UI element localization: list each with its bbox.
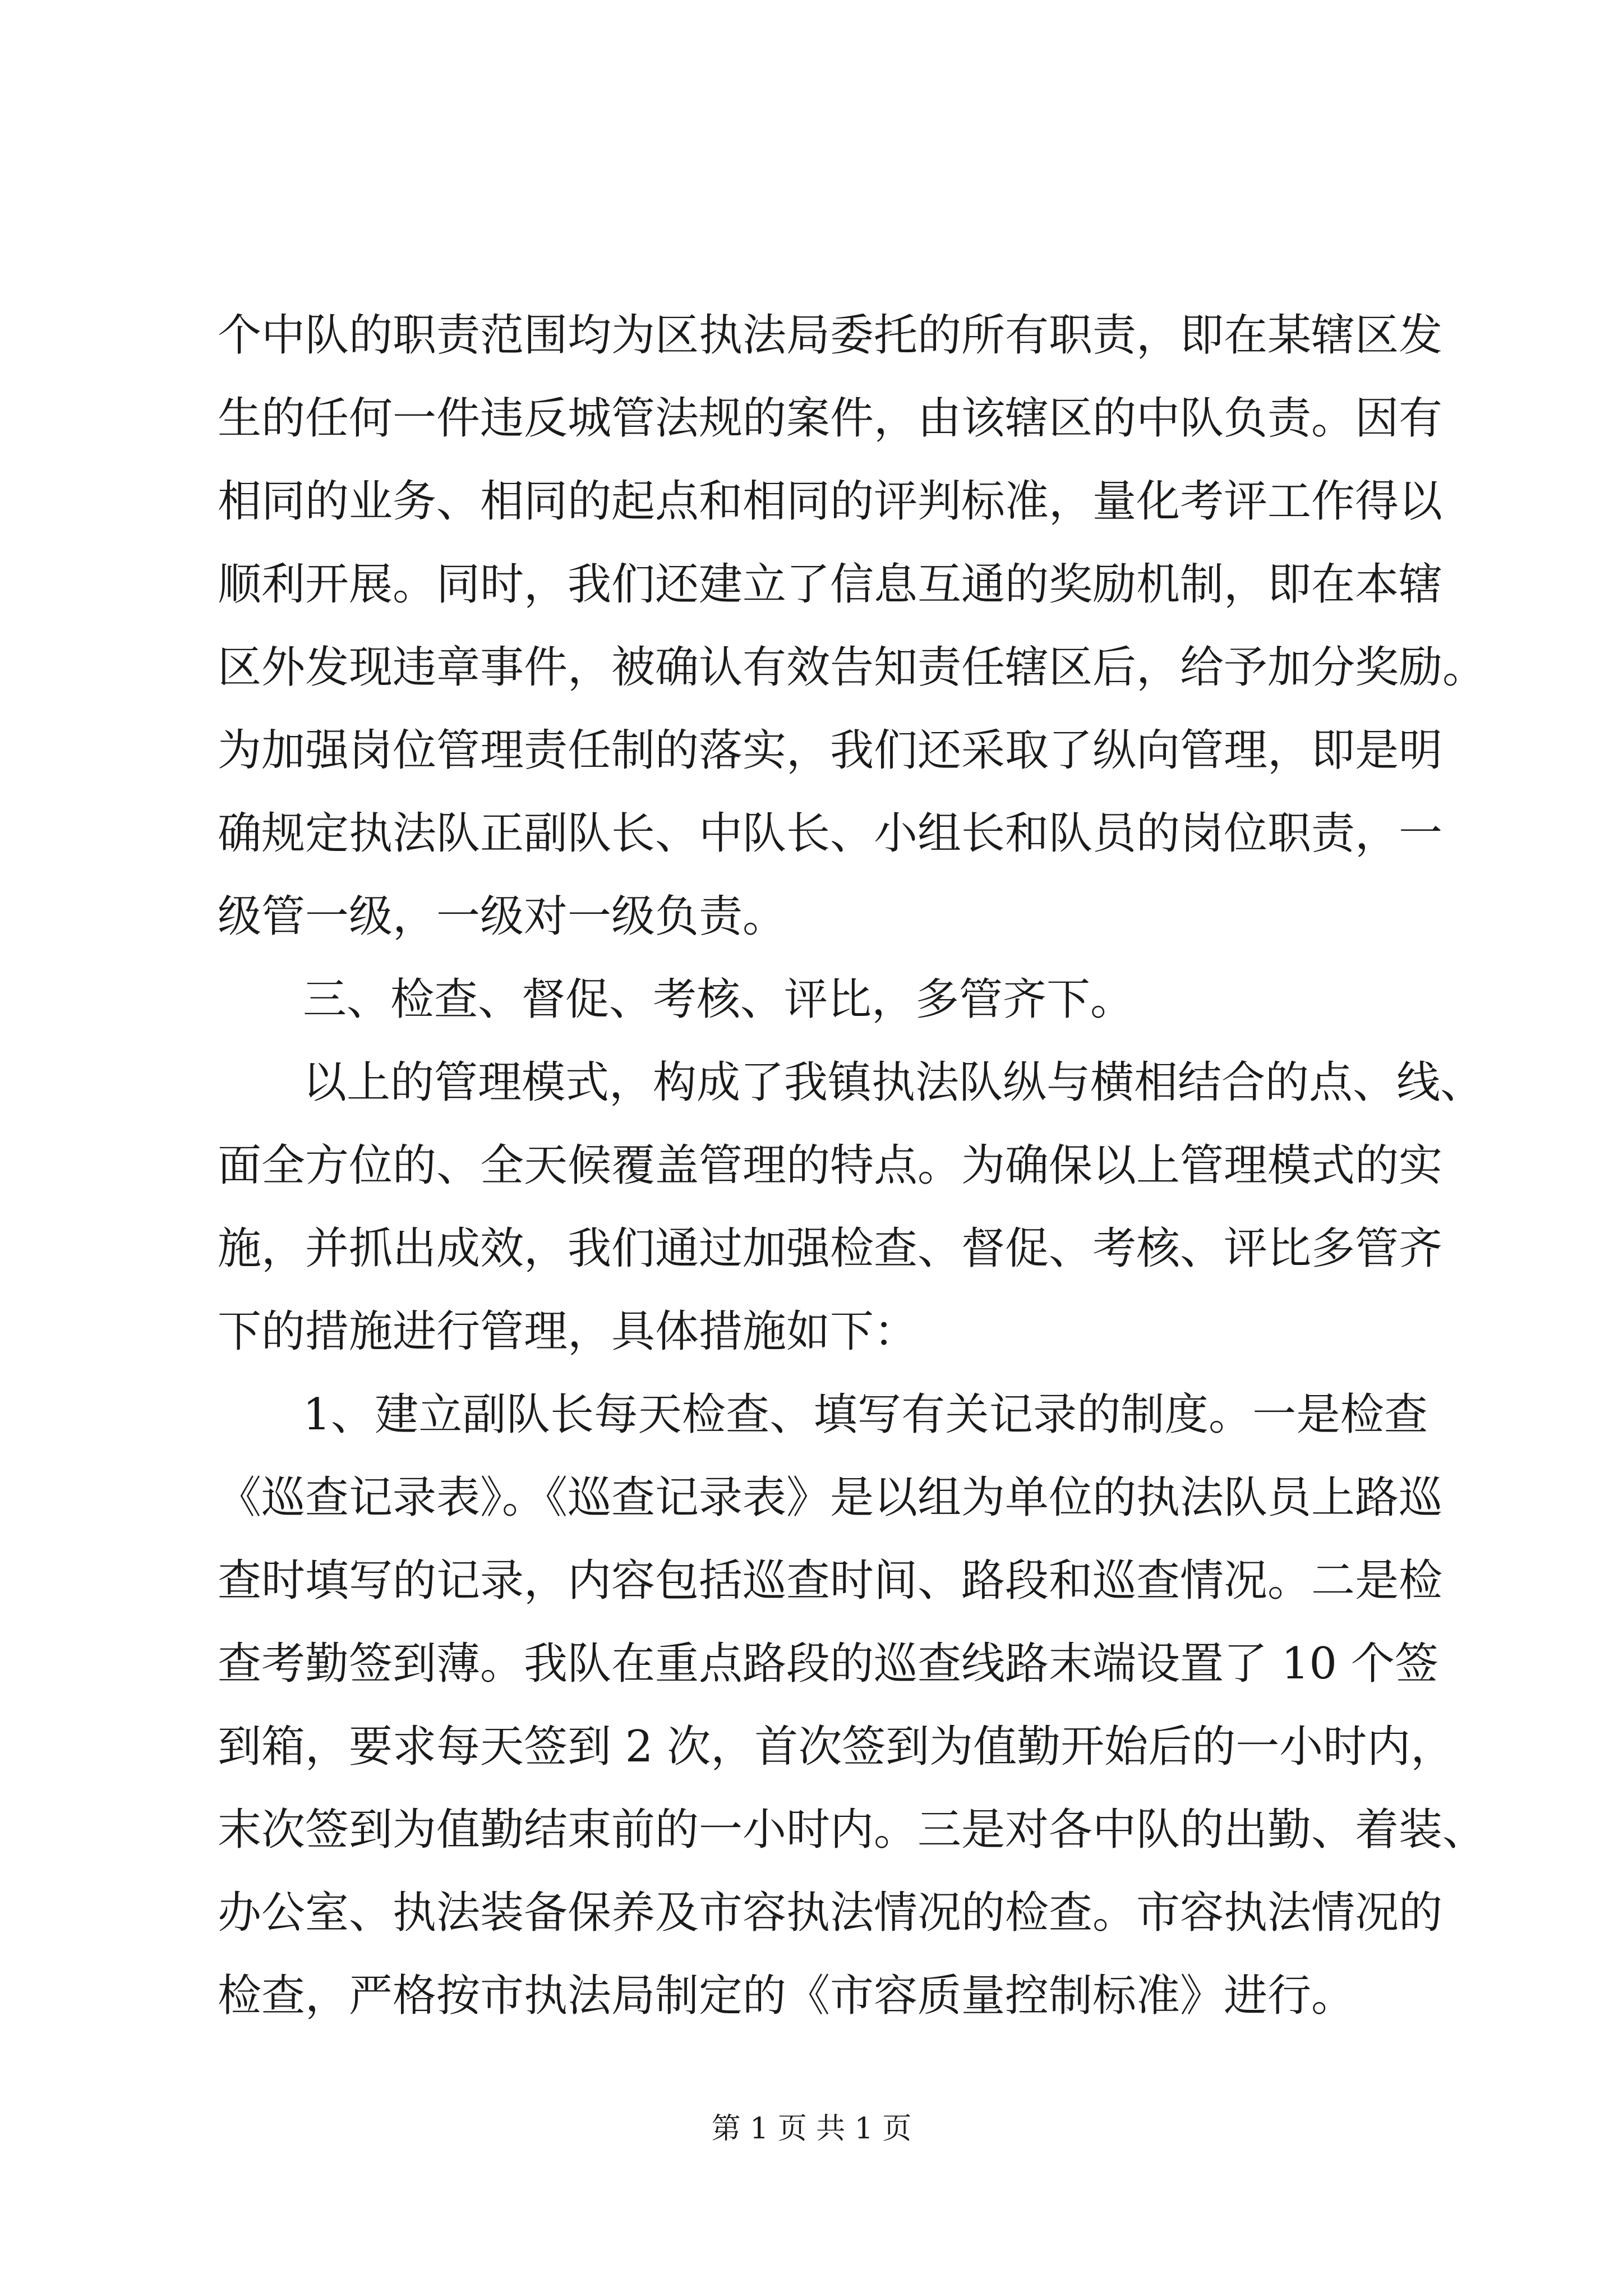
paragraph-line: 生的任何一件违反城管法规的案件，由该辖区的中队负责。因有: [218, 393, 1443, 444]
page-footer: 第 1 页 共 1 页: [711, 2112, 912, 2146]
paragraph-line: 检查，严格按市执法局制定的《市容质量控制标准》进行。: [218, 1971, 1355, 2021]
paragraph-line: 确规定执法队正副队长、中队长、小组长和队员的岗位职责，一: [218, 808, 1443, 859]
paragraph-line: 办公室、执法装备保养及市容执法情况的检查。市容执法情况的: [218, 1888, 1443, 1938]
paragraph-line: 查考勤签到薄。我队在重点路段的巡查线路末端设置了 10 个签: [218, 1639, 1438, 1689]
paragraph-line: 为加强岗位管理责任制的落实，我们还采取了纵向管理，即是明: [218, 725, 1443, 776]
paragraph-line: 个中队的职责范围均为区执法局委托的所有职责，即在某辖区发: [218, 310, 1443, 361]
paragraph-line: 下的措施进行管理，具体措施如下：: [218, 1306, 918, 1357]
paragraph-line: 《巡查记录表》。《巡查记录表》是以组为单位的执法队员上路巡: [218, 1473, 1443, 1523]
paragraph-line: 级管一级，一级对一级负责。: [218, 891, 787, 942]
paragraph-line: 区外发现违章事件，被确认有效告知责任辖区后，给予加分奖励。: [218, 642, 1487, 693]
paragraph-line: 查时填写的记录，内容包括巡查时间、路段和巡查情况。二是检: [218, 1556, 1443, 1606]
paragraph-line: 以上的管理模式，构成了我镇执法队纵与横相结合的点、线、: [303, 1057, 1484, 1108]
paragraph-line: 到箱，要求每天签到 2 次，首次签到为值勤开始后的一小时内，: [218, 1722, 1455, 1772]
paragraph-line: 面全方位的、全天候覆盖管理的特点。为确保以上管理模式的实: [218, 1140, 1443, 1191]
paragraph-line: 相同的业务、相同的起点和相同的评判标准，量化考评工作得以: [218, 476, 1443, 527]
paragraph-line: 末次签到为值勤结束前的一小时内。三是对各中队的出勤、着装、: [218, 1805, 1487, 1855]
paragraph-line: 施，并抓出成效，我们通过加强检查、督促、考核、评比多管齐: [218, 1223, 1443, 1274]
paragraph-line: 1、建立副队长每天检查、填写有关记录的制度。一是检查: [303, 1389, 1428, 1440]
section-heading: 三、检查、督促、考核、评比，多管齐下。: [303, 974, 1135, 1025]
paragraph-line: 顺利开展。同时，我们还建立了信息互通的奖励机制，即在本辖: [218, 559, 1443, 610]
